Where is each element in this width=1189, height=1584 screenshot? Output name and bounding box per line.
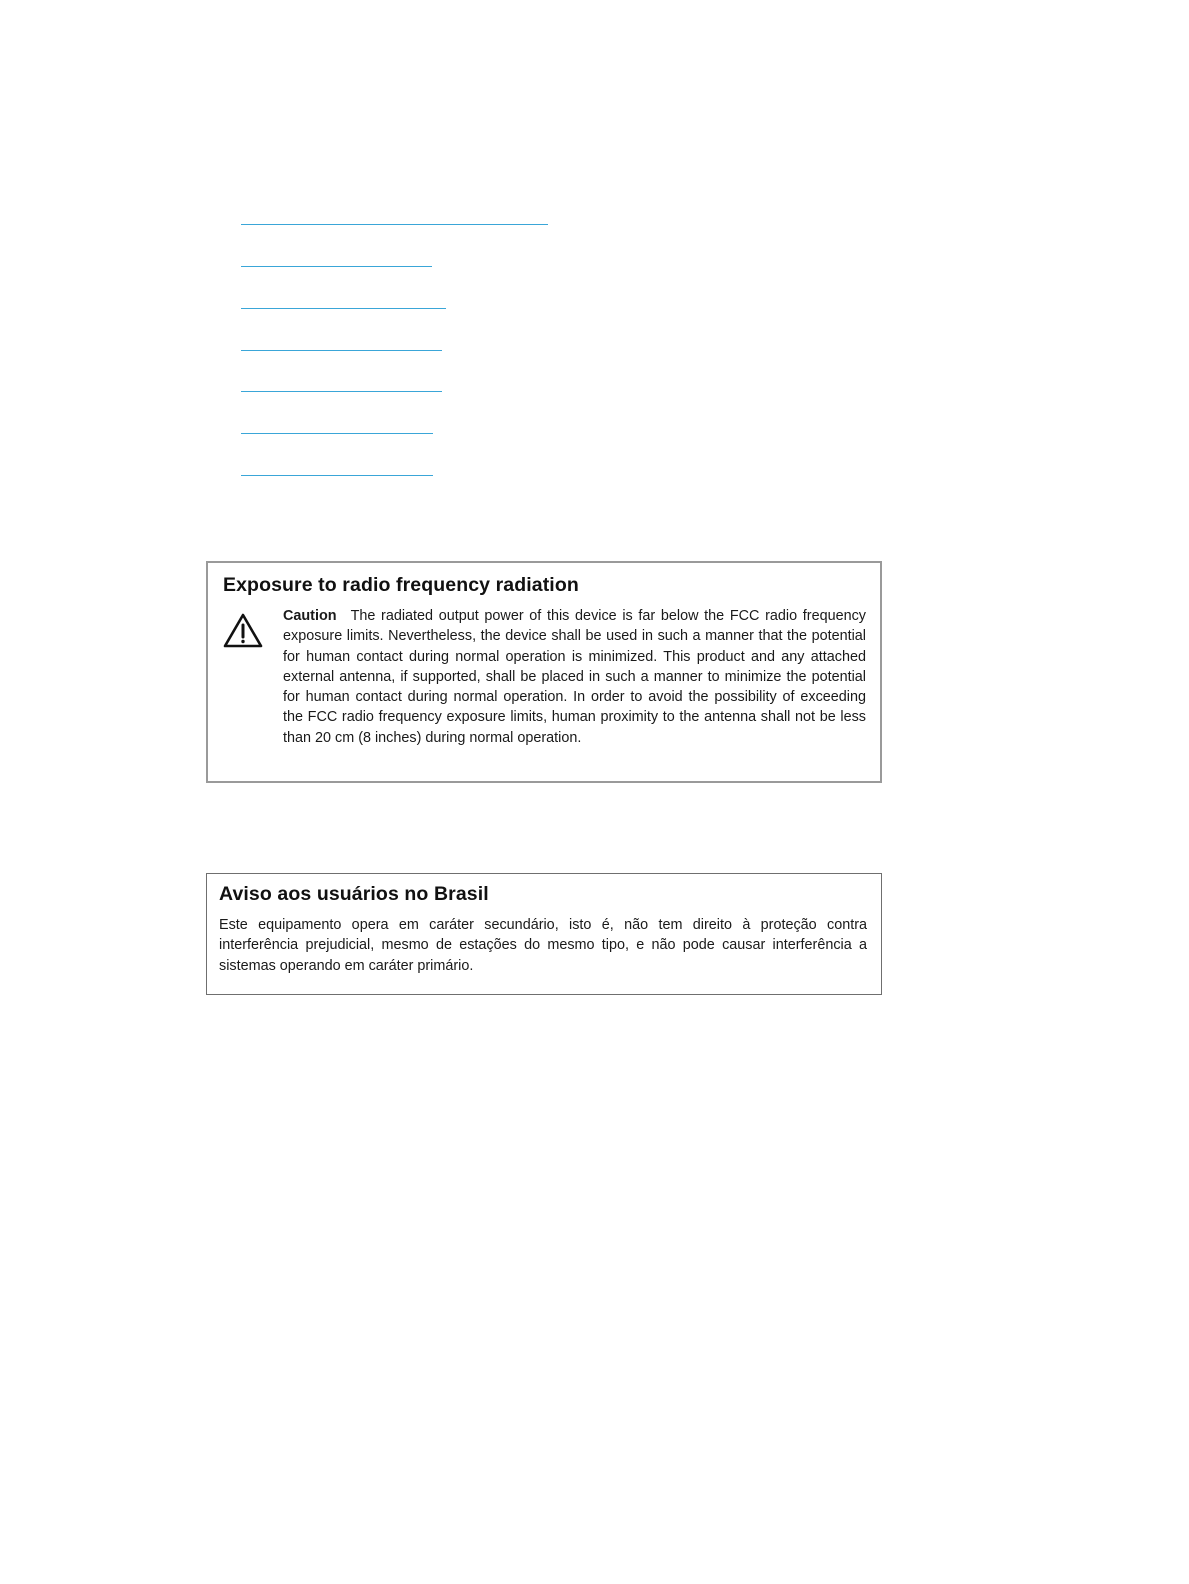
link-7[interactable] [241,475,433,476]
caution-row [223,606,866,748]
caution-paragraph [283,606,866,748]
caution-label: Caution [283,608,337,624]
rf-notice-heading: Exposure to radio frequency radiation [223,574,579,596]
caution-body: The radiated output power of this device is far below the FCC radio frequency exposure limits. Nevertheless, the device shall be used in such a manner that the potential for human contact during normal operation is minimized. This product and any attached external antenna, if supported, shall be placed in such a manner to minimize the potential for human contact during normal operation. In order to avoid the possibility of exceeding the FCC radio frequency exposure limits, human proximity to the antenna shall not be less than 20 cm (8 inches) during normal operation. [283,608,866,746]
warning-triangle-icon [223,606,283,748]
link-2[interactable] [241,266,432,267]
link-6[interactable] [241,433,433,434]
link-5[interactable] [241,391,442,392]
link-1[interactable] [241,224,548,225]
brasil-notice-text: Este equipamento opera em caráter secundário, isto é, não tem direito à proteção contra interferência prejudicial, mesmo de estações do mesmo tipo, e não pode causar interferência a sistemas operando em caráter primário. [219,917,867,974]
brasil-notice [206,873,882,995]
rf-exposure-notice [206,561,882,783]
brasil-notice-heading: Aviso aos usuários no Brasil [219,883,489,905]
link-3[interactable] [241,308,446,309]
link-4[interactable] [241,350,442,351]
